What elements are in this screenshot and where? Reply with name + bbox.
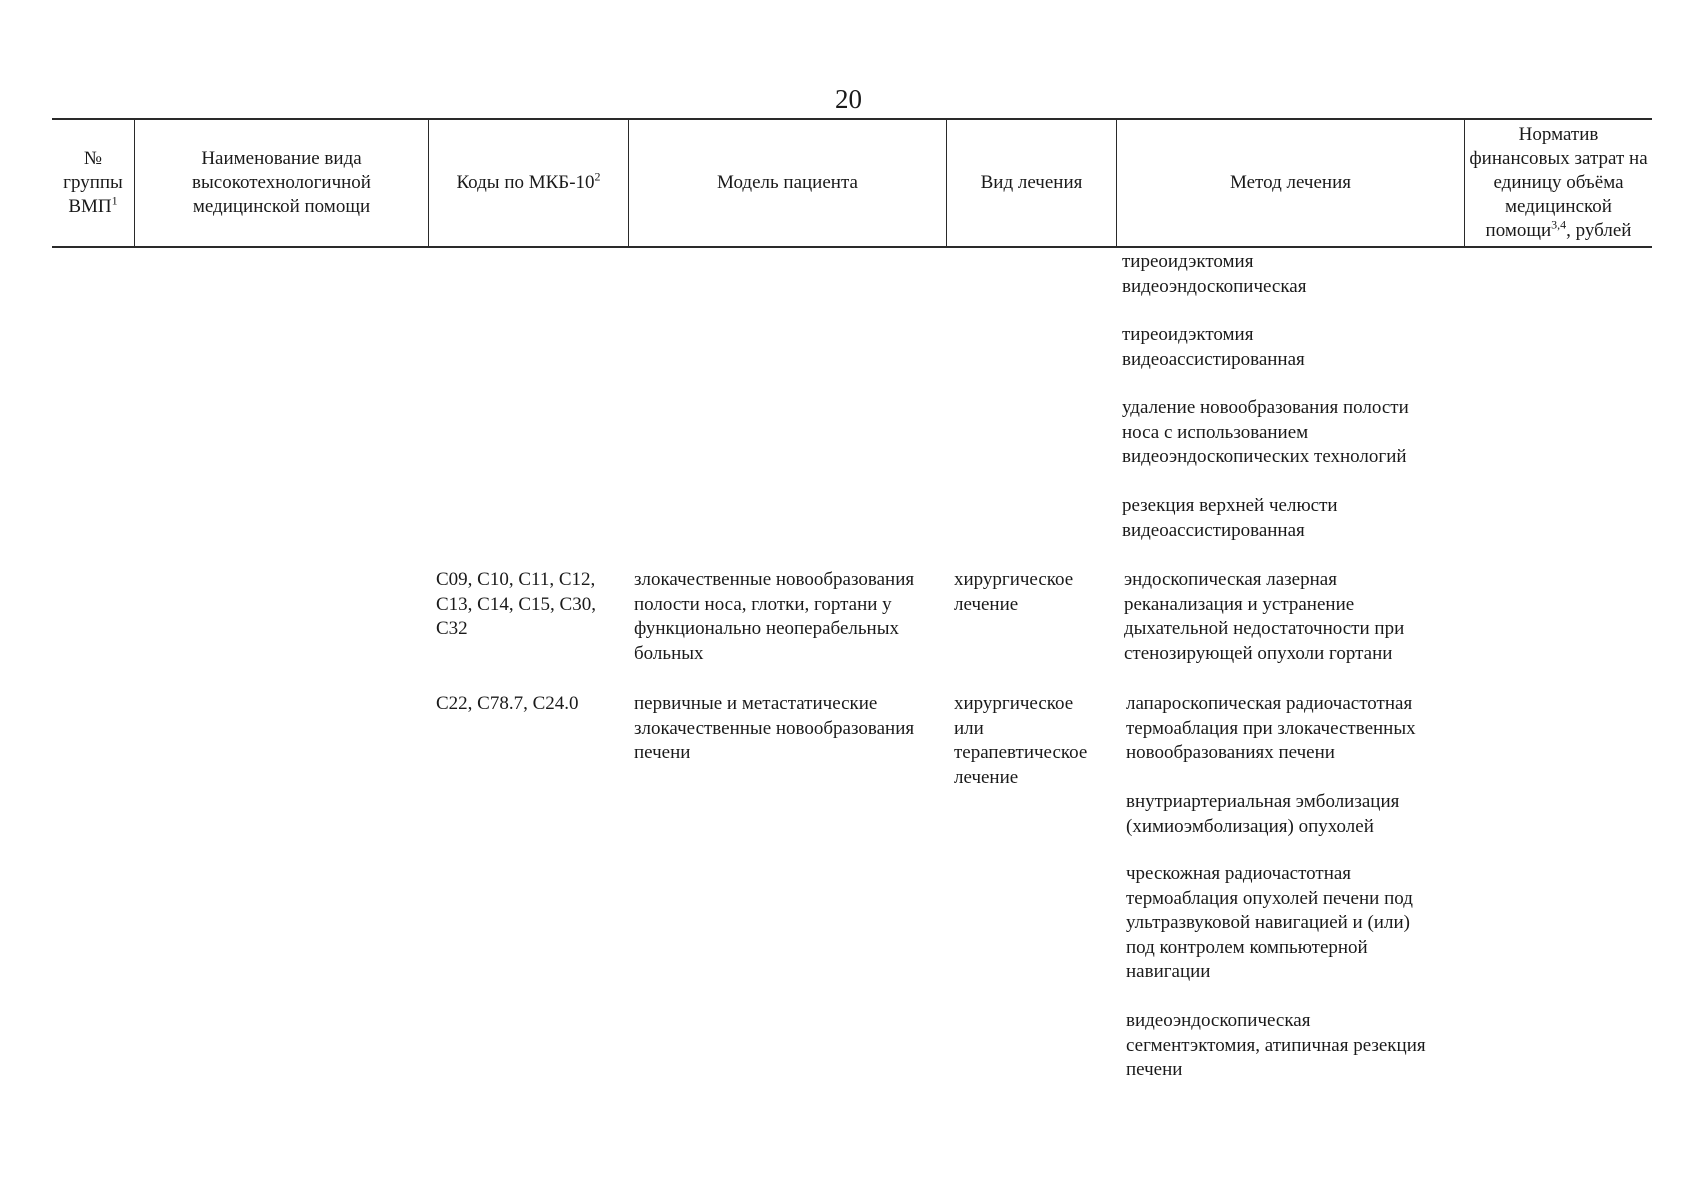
method-item: резекция верхней челюсти видеоассистированная bbox=[1122, 495, 1338, 541]
table-row bbox=[1122, 250, 1482, 550]
header-treatment-method-label: Метод лечения bbox=[1229, 172, 1351, 193]
header-group-number bbox=[52, 120, 134, 246]
footnote-2-marker: 2 bbox=[594, 169, 601, 184]
method-item: тиреоидэктомия видеоассистированная bbox=[1122, 324, 1305, 370]
header-patient-model-label: Модель пациента bbox=[717, 172, 858, 193]
header-icd-codes-label: Коды по МКБ-10 bbox=[456, 172, 595, 193]
method-list bbox=[1126, 692, 1486, 1092]
footnote-1-marker: 1 bbox=[111, 193, 118, 208]
page-number: 20 bbox=[835, 84, 862, 114]
header-cost-standard-label: Норматив финансовых затрат на единицу объёма медицинской помощи bbox=[1469, 124, 1648, 241]
header-care-type-label: Наименование вида высокотехнологичной медицинской помощи bbox=[192, 148, 371, 217]
method-item: лапароскопическая радиочастотная термоаблация при злокачественных новообразованиях печени bbox=[1126, 693, 1416, 763]
patient-model-cell: первичные и метастатические злокачественные новообразования печени bbox=[634, 693, 915, 763]
header-icd-codes bbox=[428, 120, 628, 246]
header-group-number-label: № группы ВМП bbox=[63, 148, 123, 217]
method-item: удаление новообразования полости носа с использованием видеоэндоскопических технологий bbox=[1122, 397, 1409, 467]
method-item: эндоскопическая лазерная реканализация и устранение дыхательной недостаточности при стенозирующей опухоли гортани bbox=[1124, 569, 1405, 664]
method-item: внутриартериальная эмболизация (химиоэмболизация) опухолей bbox=[1126, 791, 1400, 837]
treatment-type-cell: хирургическое лечение bbox=[954, 569, 1074, 615]
patient-model-cell: злокачественные новообразования полости носа, глотки, гортани у функционально неоперабельных больных bbox=[634, 569, 915, 664]
method-item: видеоэндоскопическая сегментэктомия, атипичная резекция печени bbox=[1126, 1010, 1426, 1080]
header-treatment-type-label: Вид лечения bbox=[980, 172, 1083, 193]
header-patient-model bbox=[628, 120, 946, 246]
icd-codes-cell: C22, C78.7, C24.0 bbox=[436, 693, 579, 714]
method-item: тиреоидэктомия видеоэндоскопическая bbox=[1122, 251, 1307, 297]
header-cost-standard bbox=[1464, 120, 1652, 246]
table-header bbox=[52, 118, 1652, 248]
header-treatment-method bbox=[1116, 120, 1464, 246]
icd-codes-cell: C09, C10, C11, C12, C13, C14, C15, C30, C32 bbox=[436, 569, 596, 639]
footnote-34-marker: 3,4 bbox=[1551, 217, 1567, 232]
header-cost-standard-unit: , рублей bbox=[1566, 220, 1632, 241]
treatment-type-cell: хирургическое или терапевтическое лечение bbox=[954, 693, 1088, 788]
header-care-type bbox=[134, 120, 428, 246]
method-item: чрескожная радиочастотная термоаблация опухолей печени под ультразвуковой навигацией и (или) под контролем компьютерной навигации bbox=[1126, 863, 1413, 982]
header-treatment-type bbox=[946, 120, 1116, 246]
